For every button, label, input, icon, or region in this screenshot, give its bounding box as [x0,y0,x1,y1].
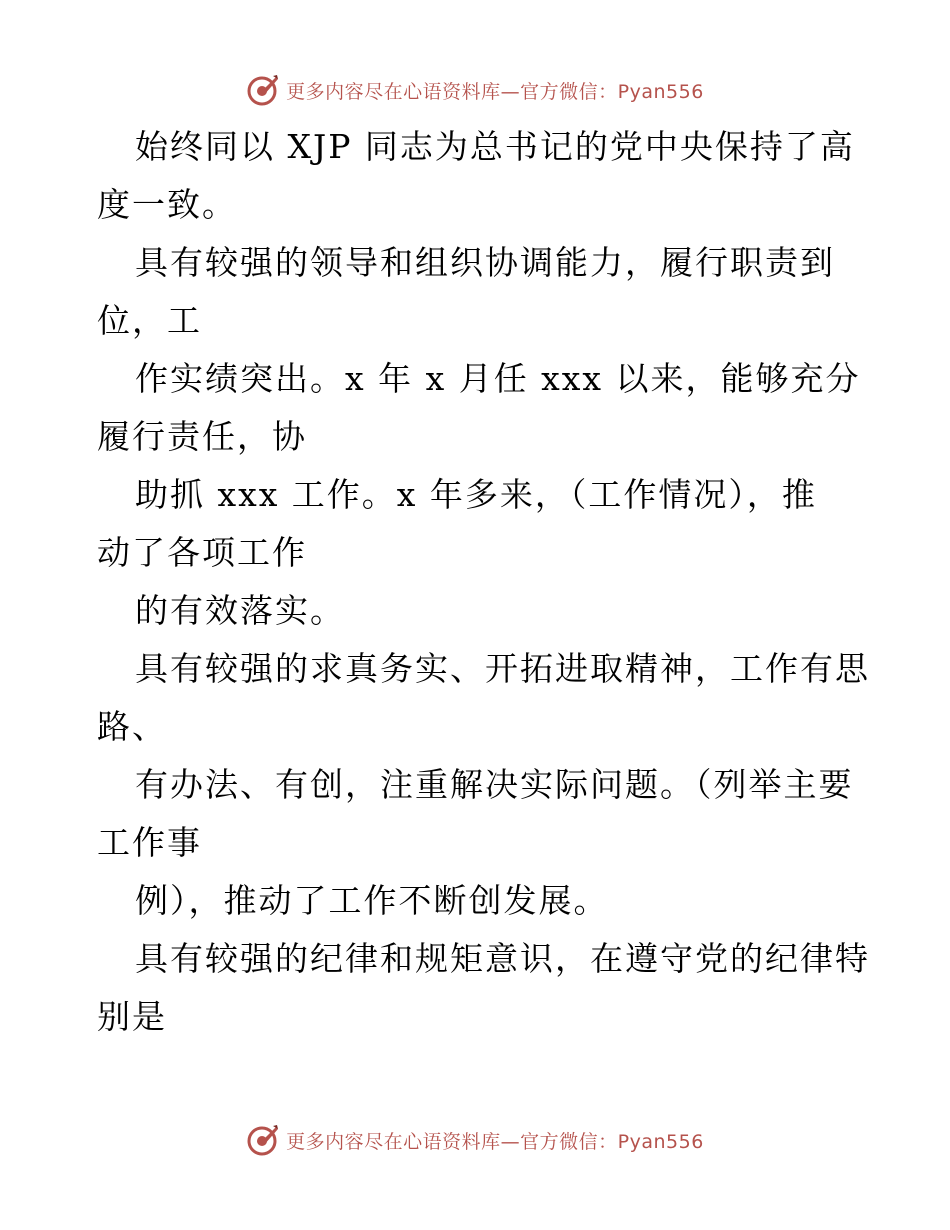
paragraph-line: 具有较强的求真务实、开拓进取精神，工作有思 [135,649,870,688]
paragraph-line: 路、 [97,707,167,746]
header-banner [0,70,950,110]
paragraph-line: 工作事 [97,823,202,862]
document-body [97,118,870,1046]
paragraph-line: 的有效落实。 [135,591,345,630]
paragraph-line: 助抓 xxx 工作。x 年多来，（工作情况），推 [135,475,817,514]
paragraph-line: 别是 [97,997,167,1036]
paragraph-line: 始终同以 XJP 同志为总书记的党中央保持了高 [135,127,855,166]
paragraph-line: 位，工 [97,301,202,340]
paragraph-line: 度一致。 [97,185,237,224]
paragraph-line: 有办法、有创，注重解决实际问题。（列举主要 [135,765,854,804]
header-banner-text: 更多内容尽在心语资料库—官方微信：Pyan556 [286,80,704,103]
quill-pen-logo-icon [246,73,280,107]
quill-pen-logo-icon [246,1123,280,1157]
paragraph-line: 具有较强的领导和组织协调能力，履行职责到 [135,243,835,282]
footer-banner-text: 更多内容尽在心语资料库—官方微信：Pyan556 [286,1130,704,1153]
footer-banner [0,1120,950,1160]
paragraph-line: 例），推动了工作不断创发展。 [135,881,609,920]
paragraph-line: 履行责任，协 [97,417,307,456]
paragraph-line: 作实绩突出。x 年 x 月任 xxx 以来，能够充分 [135,359,861,398]
paragraph-line: 动了各项工作 [97,533,307,572]
paragraph-line: 具有较强的纪律和规矩意识，在遵守党的纪律特 [135,939,870,978]
